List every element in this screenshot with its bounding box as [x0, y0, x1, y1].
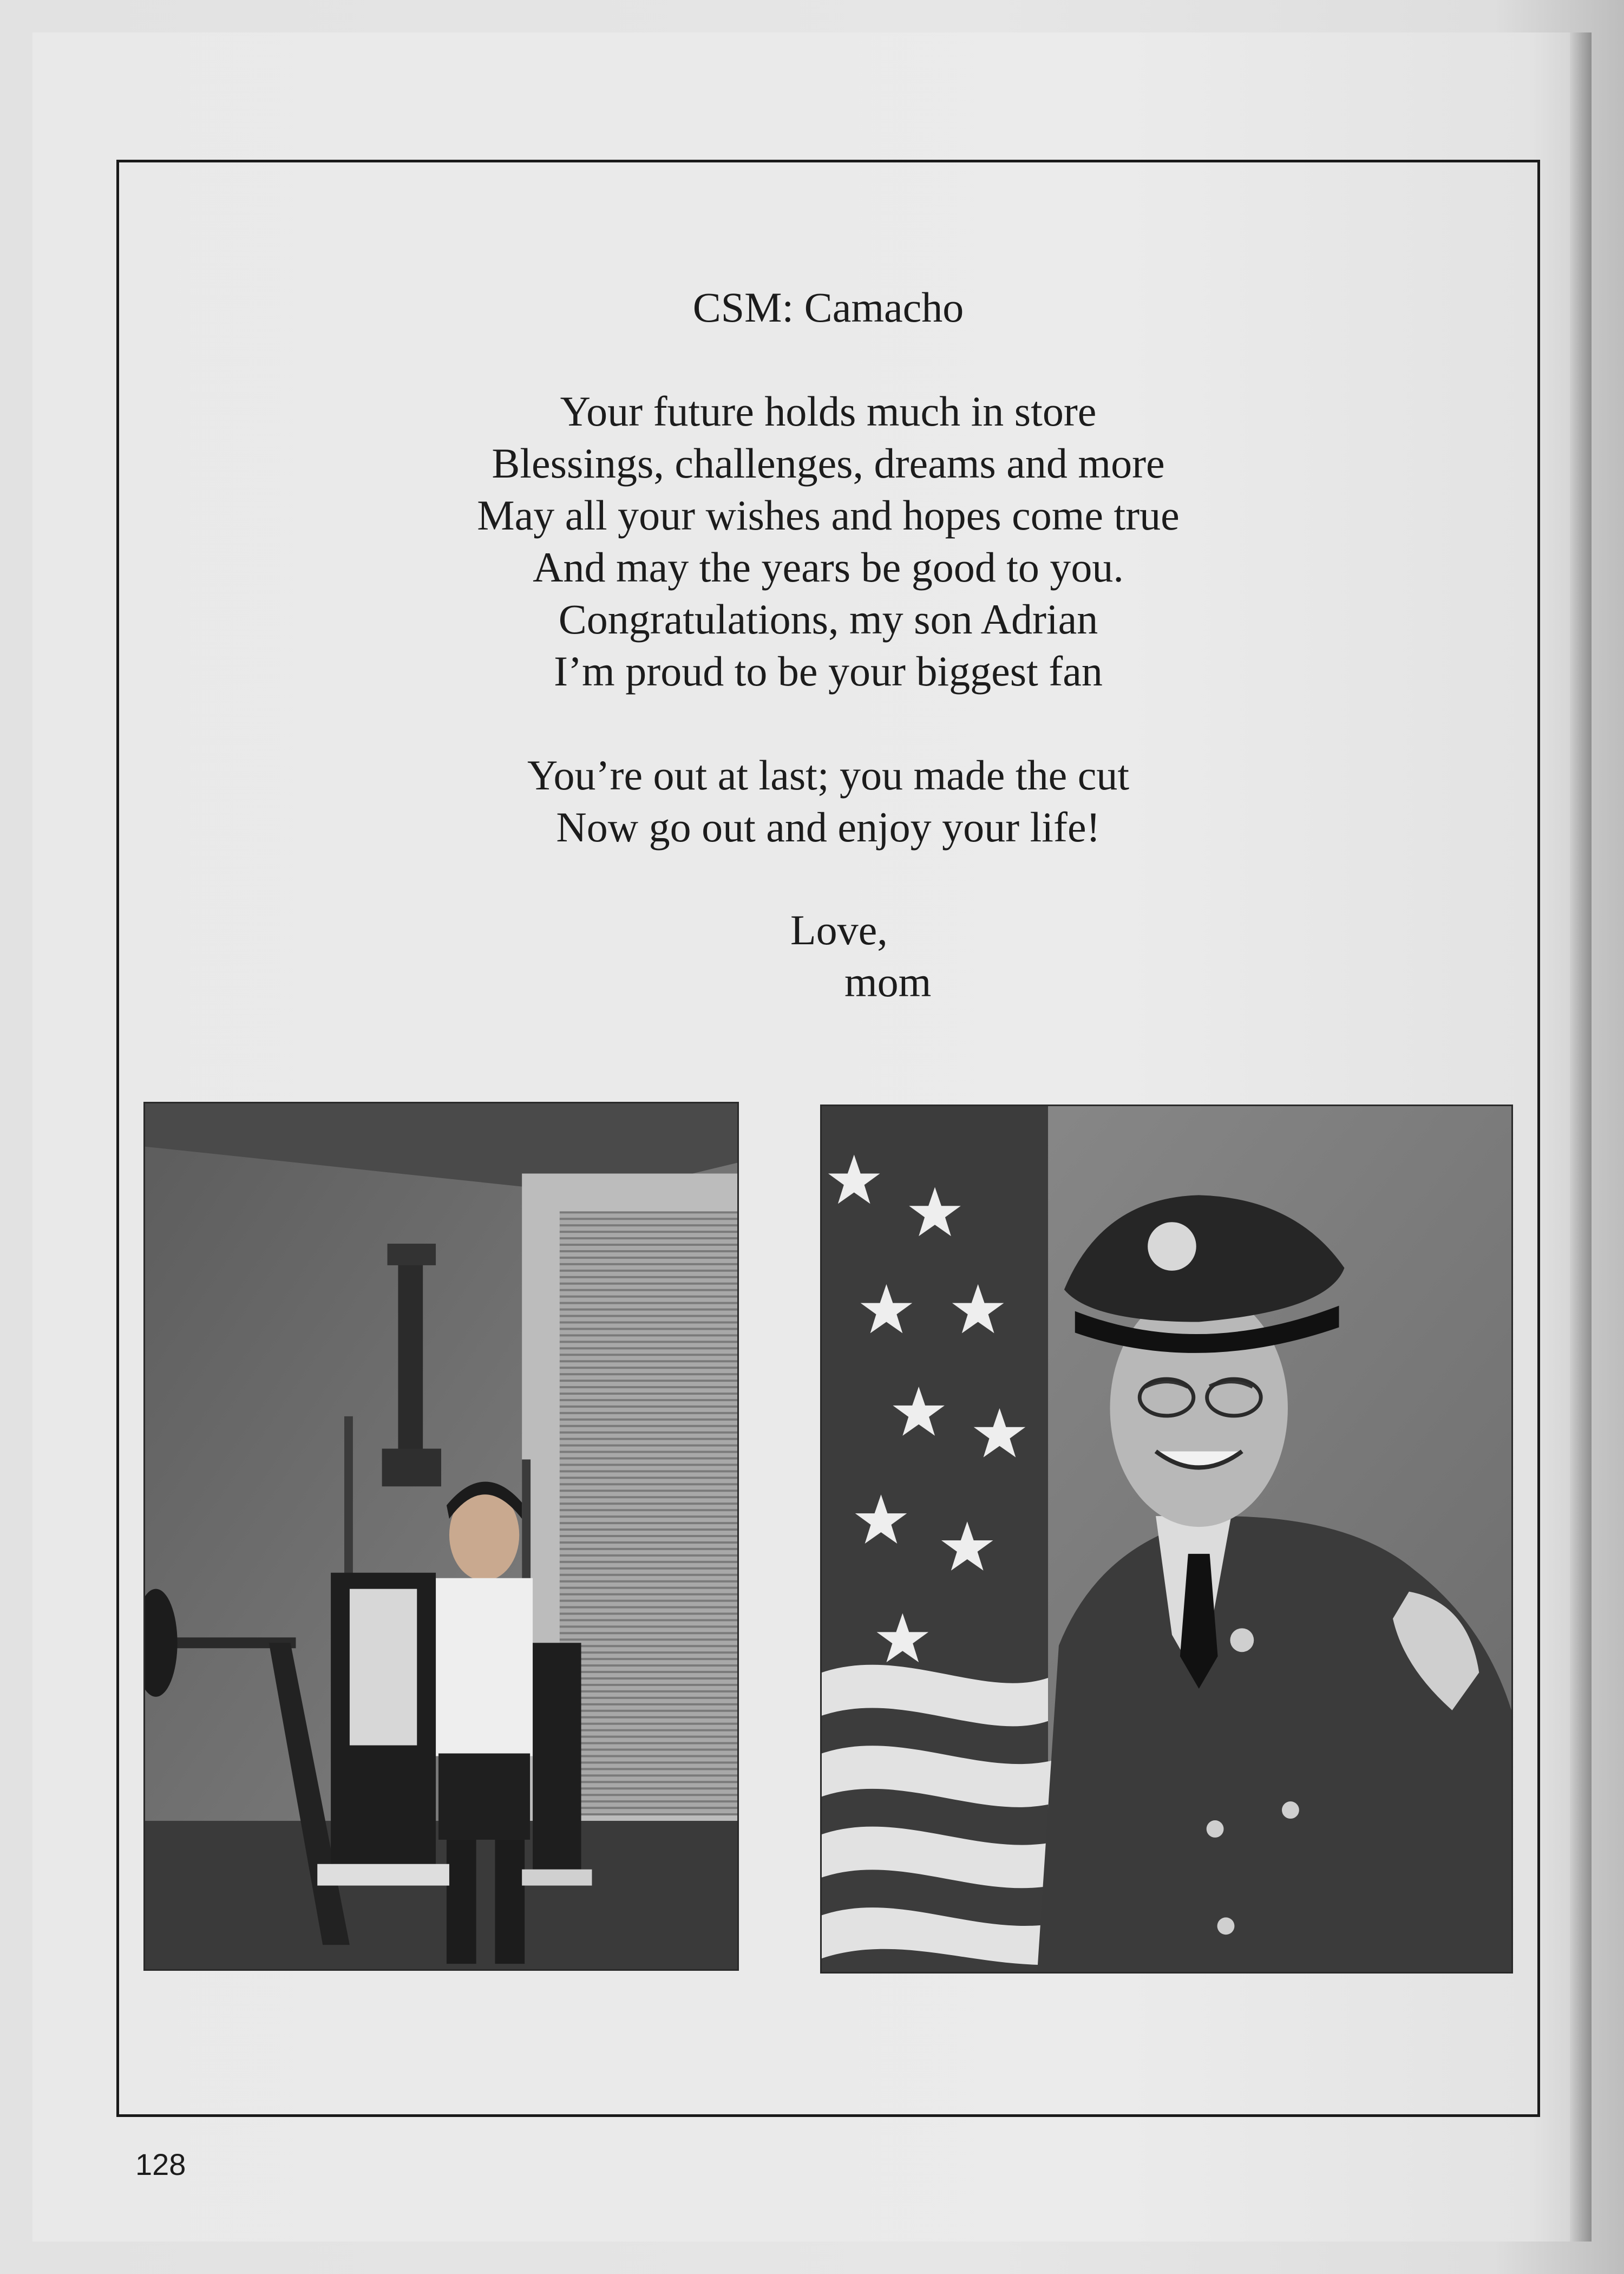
poem-line: Congratulations, my son Adrian	[558, 596, 1098, 643]
trophy-plaque	[350, 1589, 417, 1746]
child-trophies-illustration	[145, 1103, 737, 1969]
trophy-base	[317, 1864, 449, 1886]
cap-insignia	[1148, 1222, 1196, 1271]
child-shirt	[436, 1578, 533, 1756]
poem-stanza-1	[116, 385, 1540, 697]
child-shorts	[438, 1753, 530, 1839]
poem-line: You’re out at last; you made the cut	[527, 752, 1130, 799]
child-leg	[495, 1840, 525, 1964]
poem-line: Your future holds much in store	[560, 388, 1097, 435]
poem-signoff	[790, 904, 931, 1008]
cadet-face	[1110, 1290, 1287, 1527]
trophy-base	[522, 1870, 592, 1886]
photo-cadet-portrait	[820, 1105, 1513, 1974]
child-leg	[447, 1840, 476, 1964]
signature-text: mom	[844, 958, 932, 1005]
poem-line: May all your wishes and hopes come true	[477, 492, 1180, 539]
trophy-column	[398, 1249, 423, 1481]
closing-text: Love,	[790, 906, 888, 953]
floor	[145, 1821, 737, 1969]
poem-line: And may the years be good to you.	[533, 544, 1124, 591]
window-blinds	[560, 1211, 737, 1815]
poem-stanza-2	[116, 749, 1540, 853]
trophy-top	[388, 1244, 436, 1265]
trophy-cup	[382, 1449, 441, 1487]
poem-title: CSM: Camacho	[692, 284, 964, 331]
poem-line: Now go out and enjoy your life!	[556, 803, 1101, 851]
photo-child-with-trophies	[143, 1102, 739, 1971]
cadet-portrait-illustration	[822, 1106, 1511, 1972]
poem-line: Blessings, challenges, dreams and more	[492, 440, 1165, 487]
page-number: 128	[135, 2147, 186, 2181]
page-spine-edge	[1570, 32, 1592, 2242]
poem-line: I’m proud to be your biggest fan	[554, 648, 1103, 695]
side-trophy	[533, 1643, 581, 1869]
poem-block	[116, 282, 1540, 905]
